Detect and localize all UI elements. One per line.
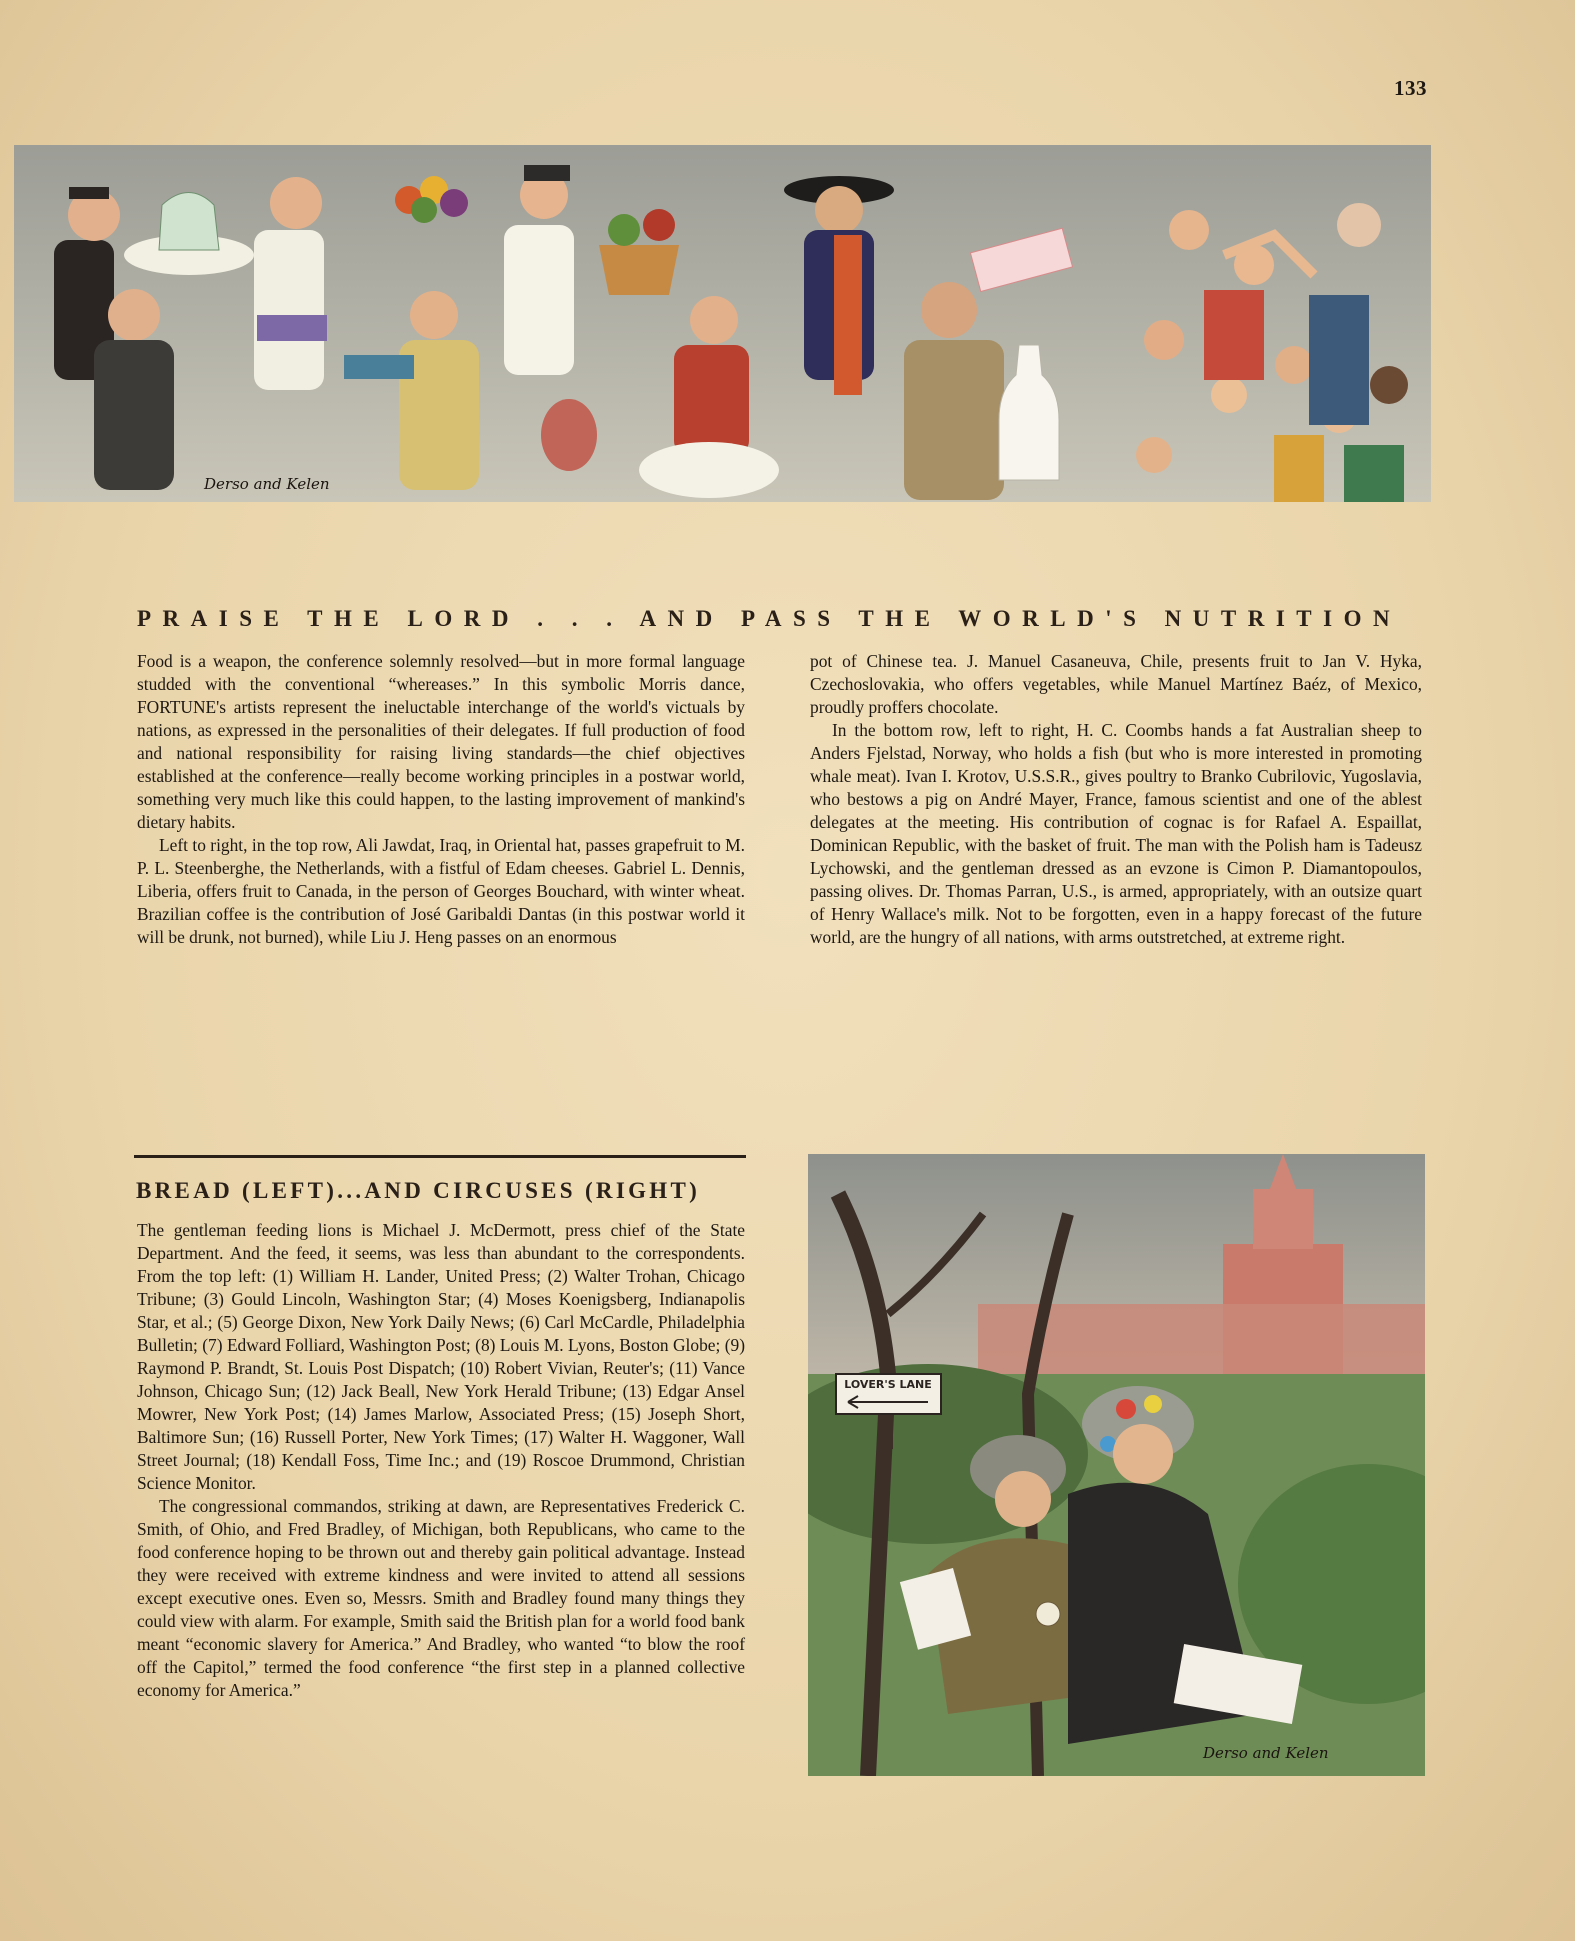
delegates-illustration — [14, 145, 1431, 502]
artist-signature: Derso and Kelen — [204, 475, 330, 493]
paragraph: pot of Chinese tea. J. Manuel Casaneuva, Chile, presents fruit to Jan V. Hyka, Czechoslovakia, who offers vegetables, while Manuel Martínez Baéz, of Mexico, proudly proffers chocolate. — [810, 651, 1422, 717]
article-column-right — [810, 650, 1422, 949]
paragraph: The gentleman feeding lions is Michael J. McDermott, press chief of the State Department. And the feed, it seems, was less than abundant to the correspondents. From the top left: (1) William H. Lander, United Press; (2) Walter Trohan, Chicago Tribune; (3) Gould Lincoln, Washington Star; (4) Moses Koenigsberg, Indianapolis Star, et al.; (5) George Dixon, New York Daily News; (6) Carl McCardle, Philadelphia Bulletin; (7) Edward Folliard, Washington Post; (8) Louis M. Lyons, Boston Globe; (9) Raymond P. Brandt, St. Louis Post Dispatch; (10) Robert Vivian, Reuter's; (11) Vance Johnson, Chicago Sun; (12) Jack Beall, New York Herald Tribune; (13) Edgar Ansel Mowrer, New York Post; (14) James Marlow, Associated Press; (15) Joseph Short, Baltimore Sun; (16) Russell Porter, New York Times; (17) Walter H. Waggoner, Wall Street Journal; (18) Kendall Foss, Time Inc.; and (19) Roscoe Drummond, Christian Science Monitor. — [137, 1220, 745, 1493]
paragraph: The congressional commandos, striking at dawn, are Representatives Frederick C. Smith, of Ohio, and Fred Bradley, of Michigan, both Republicans, who came to the food conference hoping to be thrown out and thereby gain political advantage. Instead they were received with extreme kindness and were invited to attend all sessions except executive ones. Even so, Messrs. Smith and Bradley found many things they could view with alarm. For example, Smith said the British plan for a world food bank meant “economic slavery for America.” And Bradley, who wanted “to blow the roof off the Capitol,” termed the food conference “the first step in a planned collective economy for America.” — [137, 1496, 745, 1700]
ham-icon — [541, 399, 597, 471]
bread-column — [137, 1219, 745, 1702]
page-number: 133 — [1394, 76, 1427, 100]
main-heading: PRAISE THE LORD . . . AND PASS THE WORLD'S NUTRITION — [137, 606, 1402, 631]
bread-heading: BREAD (LEFT)...AND CIRCUSES (RIGHT) — [136, 1178, 701, 1203]
paragraph: In the bottom row, left to right, H. C. Coombs hands a fat Australian sheep to Anders Fjelstad, Norway, who holds a fish (but who is more interested in promoting whale meat). Ivan I. Krotov, U.S.S.R., gives poultry to Branko Cubrilovic, Yugoslavia, who bestows a pig on André Mayer, France, famous scientist and one of the ablest delegates at the meeting. His contribution of cognac is for Rafael A. Espaillat, Dominican Republic, with the basket of fruit. The man with the Polish ham is Tadeusz Lychowski, and the gentleman dressed as an evzone is Cimon P. Diamantopoulos, passing olives. Dr. Thomas Parran, U.S., is armed, appropriately, with an outsize quart of Henry Wallace's milk. Not to be forgotten, even in a happy forecast of the future world, are the hungry of all nations, with arms outstretched, at extreme right. — [810, 720, 1422, 947]
paragraph: Food is a weapon, the conference solemnly resolved—but in more formal language studded with the conventional “whereases.” In this symbolic Morris dance, FORTUNE's artists represent the ineluctable interchange of the world's victuals by nations, as expressed in the personalities of their delegates. If full production of food and national responsibility for raising living standards—the chief objectives established at the conference—really become working principles in a postwar world, something very much like this could happen, to the lasting improvement of mankind's dietary habits. — [137, 651, 745, 832]
artist-signature: Derso and Kelen — [1203, 1744, 1329, 1762]
sign-text: LOVER'S LANE — [844, 1378, 932, 1391]
article-column-left — [137, 650, 745, 949]
paragraph: Left to right, in the top row, Ali Jawdat, Iraq, in Oriental hat, passes grapefruit to M. P. L. Steenberghe, the Netherlands, with a fistful of Edam cheeses. Gabriel L. Dennis, Liberia, offers fruit to Canada, in the person of Georges Bouchard, with winter wheat. Brazilian coffee is the contribution of José Garibaldi Dantas (in this postwar world it will be drunk, not burned), while Liu J. Heng passes on an enormous — [137, 835, 745, 947]
commandos-illustration — [808, 1154, 1425, 1776]
section-rule — [134, 1155, 746, 1158]
